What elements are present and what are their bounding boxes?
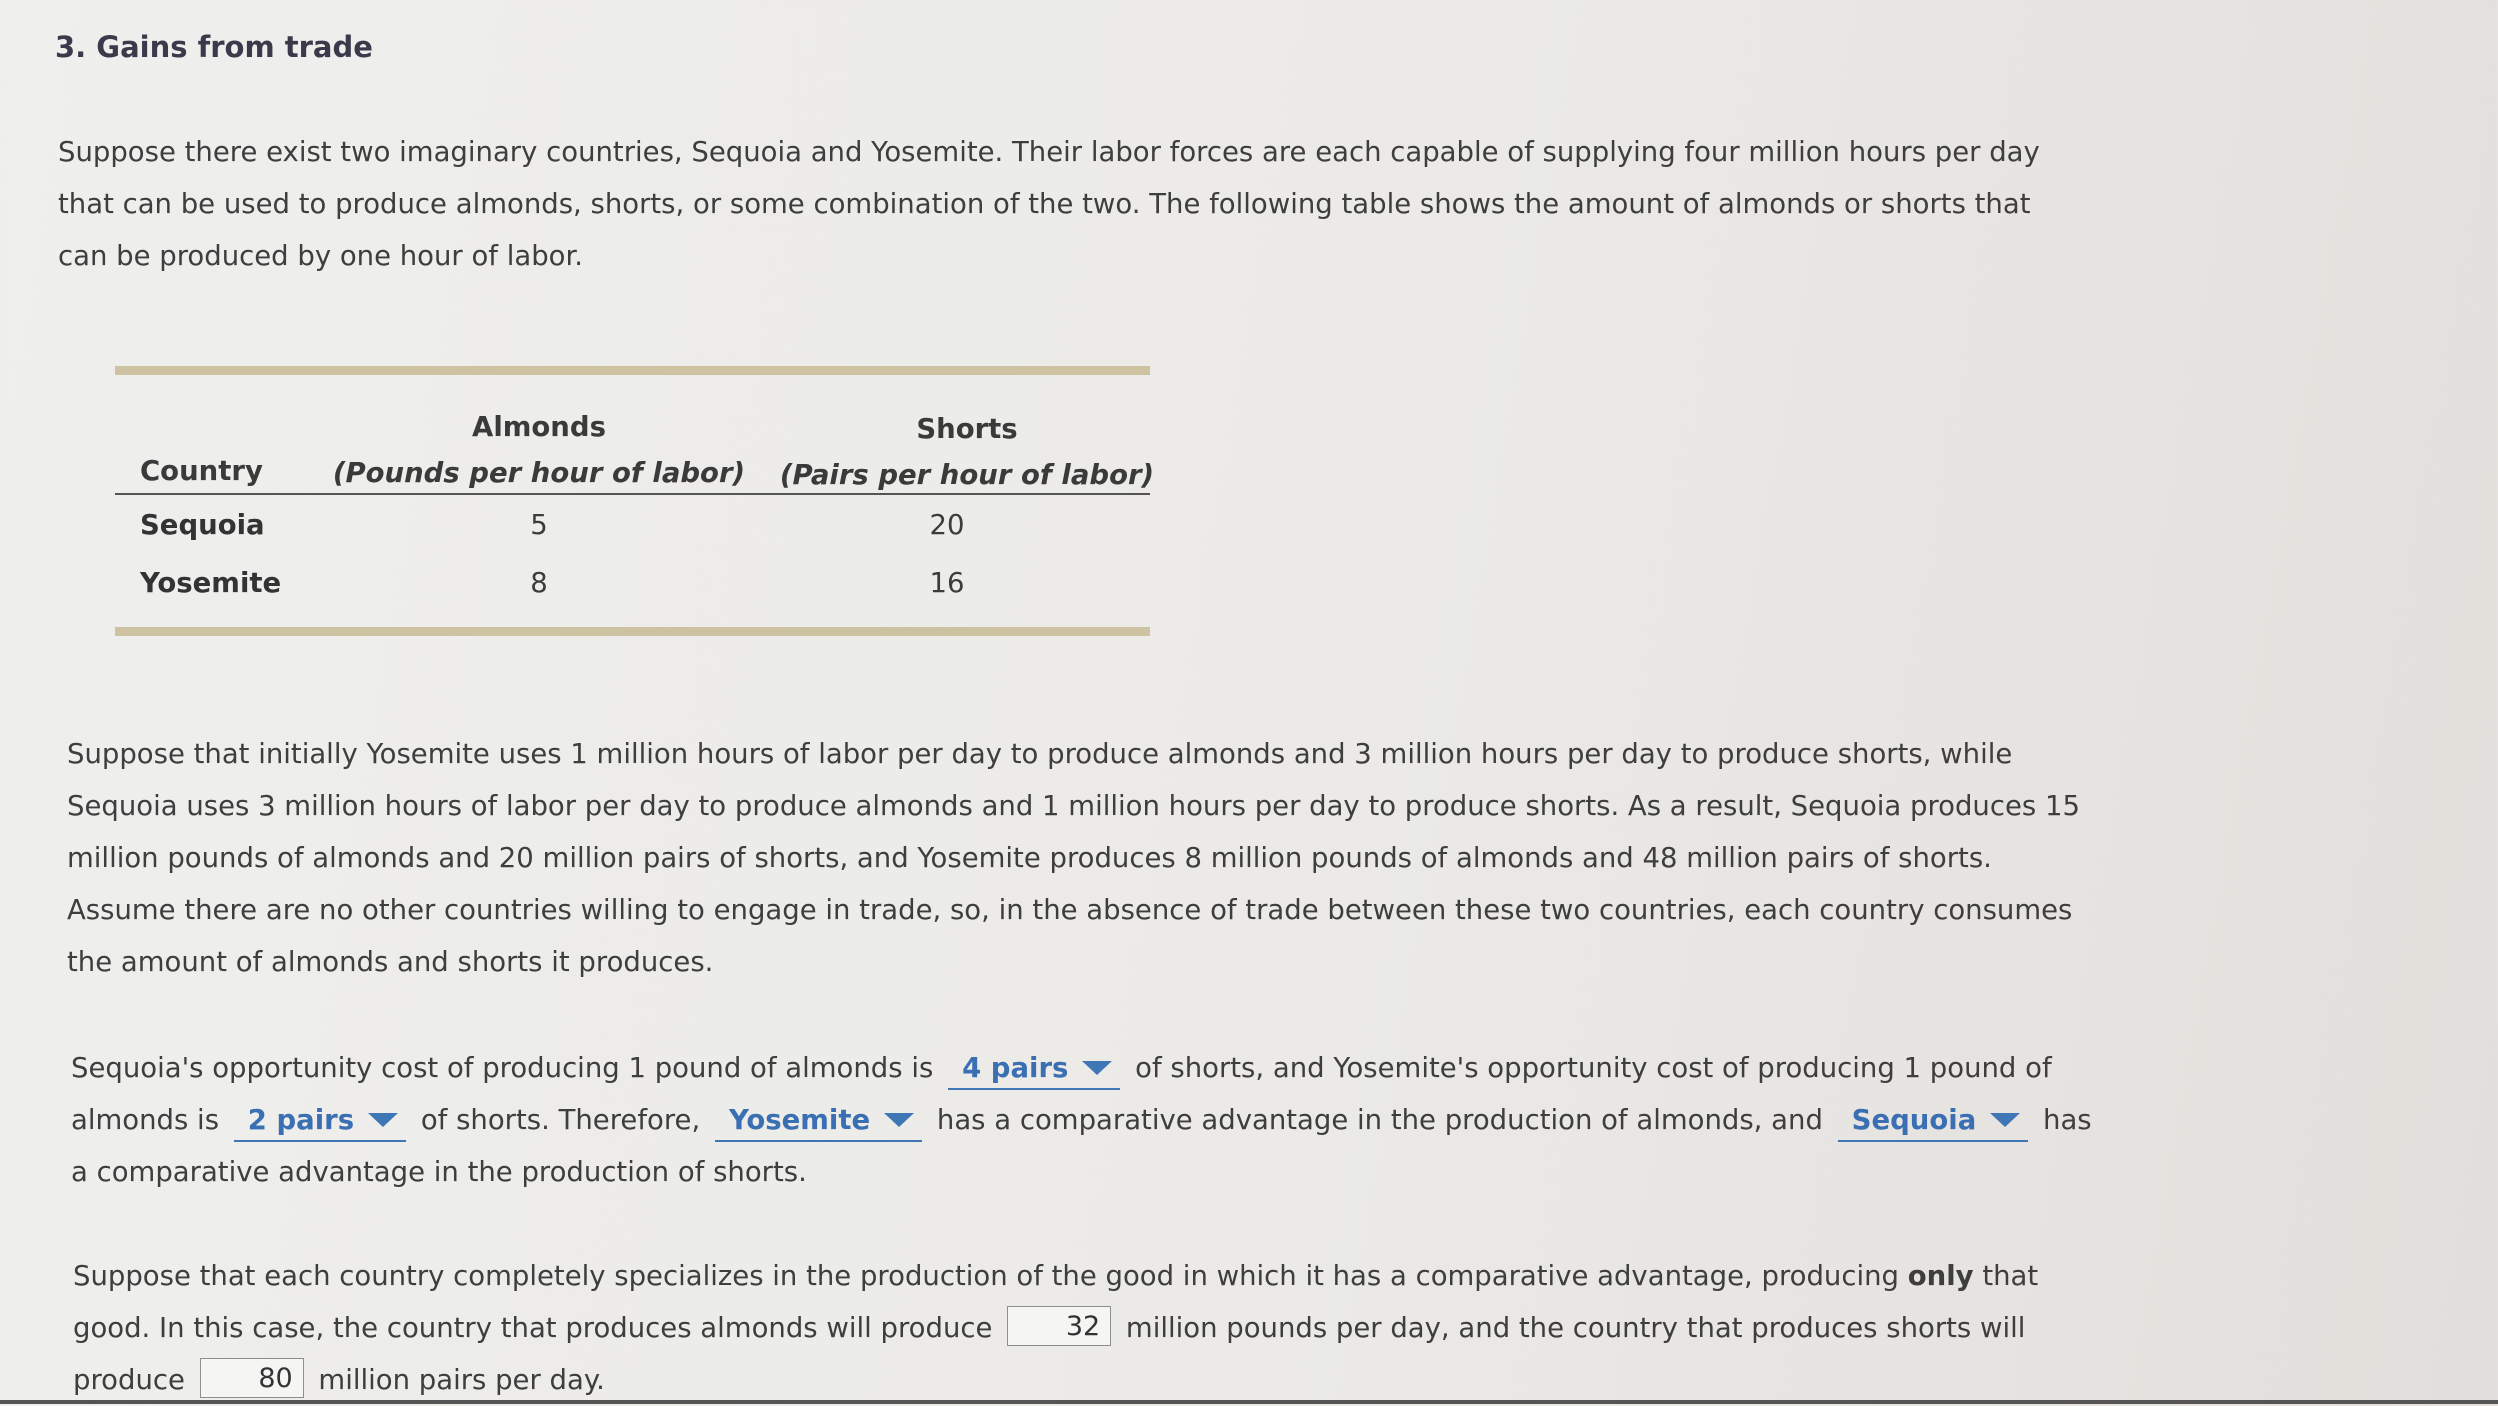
table-body xyxy=(115,495,1150,605)
header-country: Country xyxy=(140,455,263,487)
opportunity-text-4: has a comparative advantage in the production of almonds, and xyxy=(936,1104,1823,1136)
row-shorts: 20 xyxy=(929,509,965,541)
opportunity-text-5: has a comparative advantage in the production of shorts. xyxy=(71,1104,2092,1188)
header-almonds-unit: (Pounds per hour of labor) xyxy=(332,457,746,489)
specialize-text-2: that good. In this case, the country that produces almonds will produce xyxy=(73,1260,2039,1344)
production-table xyxy=(115,366,1155,636)
row-country: Sequoia xyxy=(140,509,265,541)
opportunity-cost-paragraph xyxy=(71,1042,2101,1198)
bottom-divider xyxy=(0,1400,2498,1404)
row-country: Yosemite xyxy=(140,567,282,599)
opportunity-text-1: Sequoia's opportunity cost of producing 1 pound of almonds is xyxy=(71,1052,934,1084)
table-header xyxy=(115,375,1155,493)
chevron-down-icon xyxy=(368,1113,398,1127)
chevron-down-icon xyxy=(1990,1113,2020,1127)
question-title: 3. Gains from trade xyxy=(55,30,373,64)
intro-paragraph: Suppose there exist two imaginary countries, Sequoia and Yosemite. Their labor forces are each capable of supplying four million hours per day that can be used to produce almonds, shorts, or some combination of the two. The following table shows the amount of almonds or shorts that can be produced by one hour of labor. xyxy=(58,136,2040,272)
shorts-production-input[interactable] xyxy=(200,1358,304,1398)
chevron-down-icon xyxy=(884,1113,914,1127)
almonds-advantage-dropdown[interactable] xyxy=(715,1100,922,1142)
specialize-text-3: million pounds per day, and the country that produces shorts will produce xyxy=(73,1312,2026,1396)
shorts-advantage-dropdown[interactable] xyxy=(1838,1100,2029,1142)
specialization-paragraph xyxy=(73,1250,2103,1406)
specialize-text-1: Suppose that each country completely specializes in the production of the good in which it has a comparative advantage, producing xyxy=(73,1260,1899,1292)
sequoia-opportunity-cost-dropdown[interactable] xyxy=(948,1048,1120,1090)
opportunity-text-3: of shorts. Therefore, xyxy=(420,1104,701,1136)
row-almonds: 8 xyxy=(530,567,548,599)
dropdown-value: 2 pairs xyxy=(247,1104,355,1136)
table-bottom-rule xyxy=(115,627,1150,636)
yosemite-opportunity-cost-dropdown[interactable] xyxy=(234,1100,406,1142)
dropdown-value: Yosemite xyxy=(728,1104,871,1136)
row-shorts: 16 xyxy=(929,567,965,599)
emphasis-only: only xyxy=(1907,1260,1974,1292)
scenario-paragraph: Suppose that initially Yosemite uses 1 million hours of labor per day to produce almonds and 3 million hours per day to produce shorts, while Sequoia uses 3 million hours of labor per day to produce almonds and 1 million hours per day to produce shorts. As a result, Sequoia produces 15 million pounds of almonds and 20 million pairs of shorts, and Yosemite produces 8 million pounds of almonds and 48 million pairs of shorts. Assume there are no other countries willing to engage in trade, so, in the absence of trade between these two countries, each country consumes the amount of almonds and shorts it produces. xyxy=(67,738,2080,978)
dropdown-value: 4 pairs xyxy=(962,1052,1069,1084)
row-almonds: 5 xyxy=(530,509,548,541)
chevron-down-icon xyxy=(1082,1061,1112,1075)
table-top-rule xyxy=(115,366,1150,375)
header-almonds: Almonds xyxy=(472,411,606,443)
header-shorts-unit: (Pairs per hour of labor) xyxy=(779,459,1155,491)
specialize-text-4: million pairs per day. xyxy=(318,1364,605,1396)
dropdown-value: Sequoia xyxy=(1851,1104,1977,1136)
opportunity-text-2: of shorts, and Yosemite's opportunity cost of producing 1 pound of almonds is xyxy=(71,1052,2052,1136)
almonds-production-input[interactable] xyxy=(1007,1306,1111,1346)
header-shorts: Shorts xyxy=(916,413,1018,445)
